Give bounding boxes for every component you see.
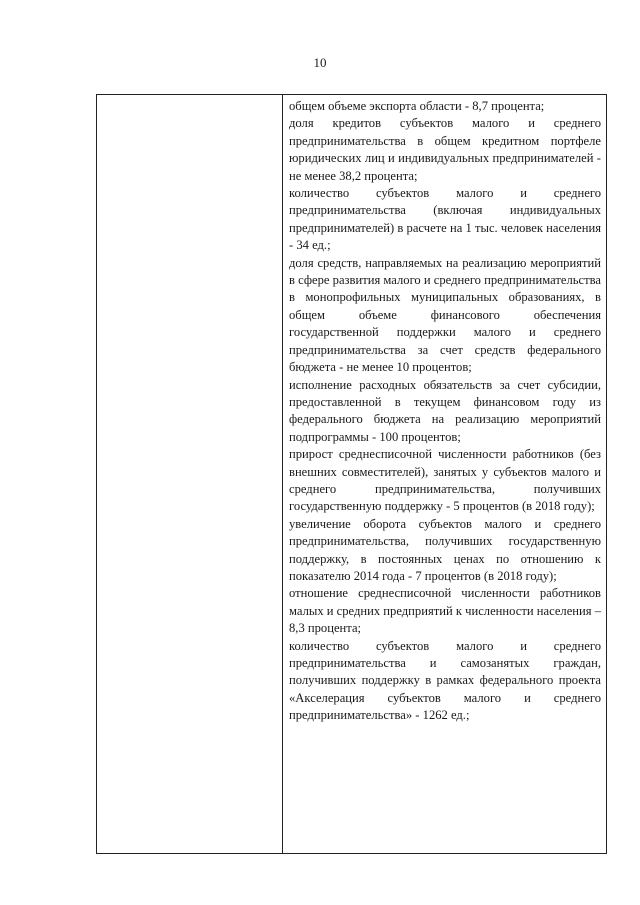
indicator-subsidy-execution: исполнение расходных обязательств за счет субсидии, предоставленной в текущем финансовом году из федерального бюджета на реализацию мероприятий подпрограммы - 100 процентов; (289, 377, 601, 444)
table-left-cell (97, 95, 283, 853)
indicator-monotown-funds-share: доля средств, направляемых на реализацию мероприятий в сфере развития малого и среднего предпринимательства в монопрофильных муниципальных образованиях, в общем объеме финансового обеспечения государственной поддержки малого и среднего предпринимательства за счет средств федерального бюджета - не менее 10 процентов; (289, 255, 601, 375)
page-number: 10 (313, 55, 327, 70)
indicator-turnover-growth: увеличение оборота субъектов малого и среднего предпринимательства, получивших государственную поддержку, в постоянных ценах по отношению к показателю 2014 года - 7 процентов (в 2018 году); (289, 516, 601, 583)
indicator-export-share: общем объеме экспорта области - 8,7 процента; (289, 99, 545, 113)
indicator-credit-share: доля кредитов субъектов малого и среднего предпринимательства в общем кредитном портфеле юридических лиц и индивидуальных предпринимателей - не менее 38,2 процента; (289, 116, 601, 183)
indicator-acceleration-support: количество субъектов малого и среднего предпринимательства и самозанятых граждан, получивших поддержку в рамках федерального проекта «Акселерация субъектов малого и среднего предпринимательства» - 1262 ед.; (289, 638, 601, 723)
indicators-table (96, 94, 607, 854)
table-right-cell (283, 95, 606, 853)
indicator-sme-per-thousand: количество субъектов малого и среднего предпринимательства (включая индивидуальных предпринимателей) в расчете на 1 тыс. человек населения - 34 ед.; (289, 186, 601, 253)
indicator-employment-ratio: отношение среднесписочной численности работников малых и средних предприятий к численности населения – 8,3 процента; (289, 586, 602, 636)
indicator-employment-growth: прирост среднесписочной численности работников (без внешних совместителей), занятых у субъектов малого и среднего предпринимательства, получивших государственную поддержку - 5 процентов (в 2018 году); (289, 447, 601, 514)
